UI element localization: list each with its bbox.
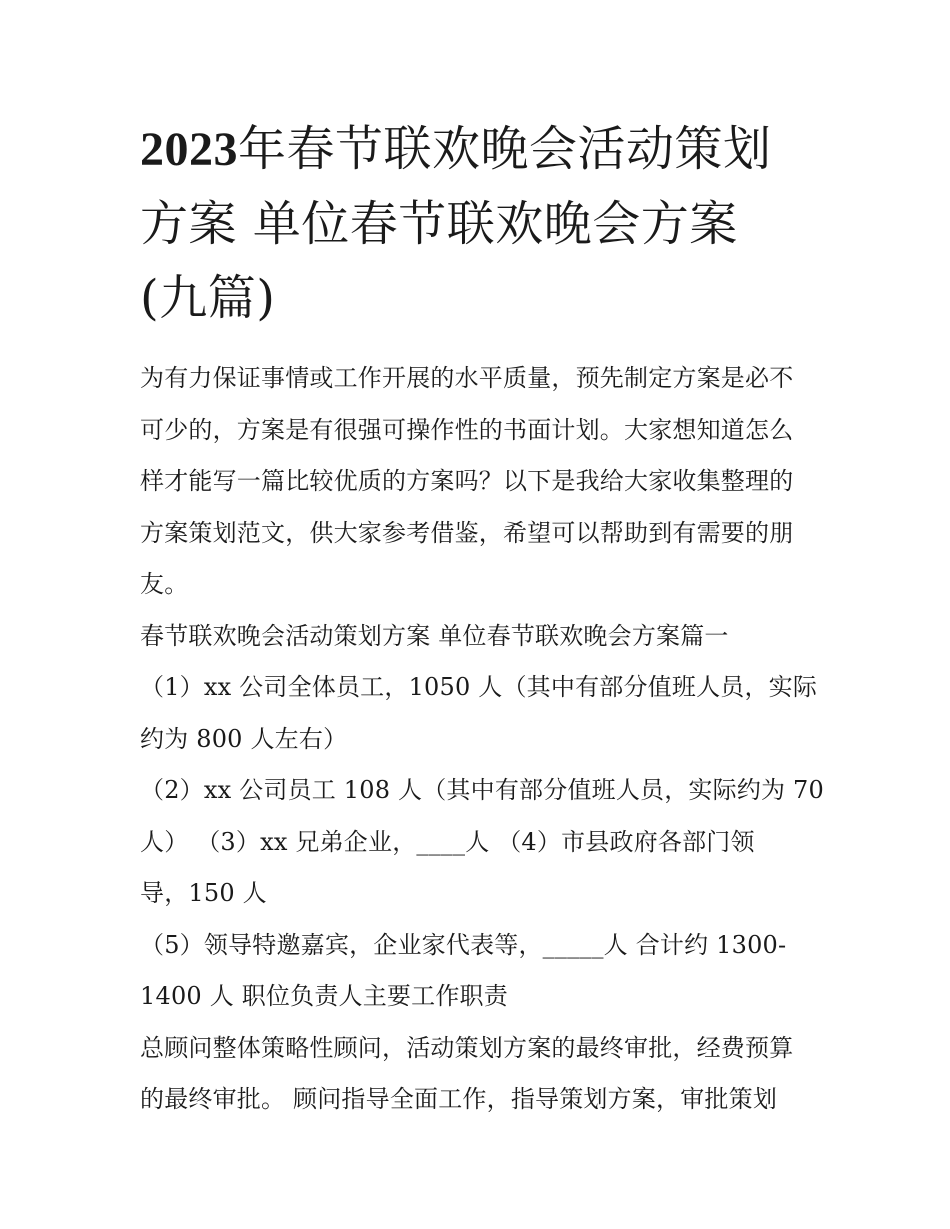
title-line-3: (九篇) <box>140 270 276 326</box>
intro-line-2: 可少的，方案是有很强可操作性的书面计划。大家想知道怎么 <box>140 415 794 444</box>
title-line-2: 方案 单位春节联欢晚会方案 <box>140 196 738 252</box>
intro-line-5: 友。 <box>140 570 189 598</box>
title-line-1 <box>140 112 840 187</box>
intro-line-1: 为有力保证事情或工作开展的水平质量，预先制定方案是必不 <box>140 364 794 392</box>
body-line-3: （2）xx 公司员工 108 人（其中有部分值班人员，实际约为 70 <box>140 776 825 804</box>
body-line-2: 约为 800 人左右） <box>140 724 348 753</box>
body-line-5: 导，150 人 <box>140 879 267 907</box>
body-line-1: （1）xx 公司全体员工，1050 人（其中有部分值班人员，实际 <box>140 673 818 701</box>
section-heading: 春节联欢晚会活动策划方案 单位春节联欢晚会方案篇一 <box>140 621 729 650</box>
title-year: 2023 <box>140 123 238 176</box>
intro-line-3: 样才能写一篇比较优质的方案吗？以下是我给大家收集整理的 <box>140 467 794 495</box>
document-body <box>140 353 830 1126</box>
body-line-7: 1400 人 职位负责人主要工作职责 <box>140 982 508 1010</box>
document-title <box>140 112 840 335</box>
body-line-8: 总顾问整体策略性顾问，活动策划方案的最终审批，经费预算 <box>140 1033 794 1062</box>
body-line-4: 人） （3）xx 兄弟企业，____人 （4）市县政府各部门领 <box>140 827 755 856</box>
intro-line-4: 方案策划范文，供大家参考借鉴，希望可以帮助到有需要的朋 <box>140 518 794 547</box>
title-line-1-text: 年春节联欢晚会活动策划 <box>238 121 772 177</box>
body-line-9: 的最终审批。 顾问指导全面工作，指导策划方案，审批策划 <box>140 1085 778 1113</box>
body-line-6: （5）领导特邀嘉宾，企业家代表等，_____人 合计约 1300- <box>140 930 787 959</box>
